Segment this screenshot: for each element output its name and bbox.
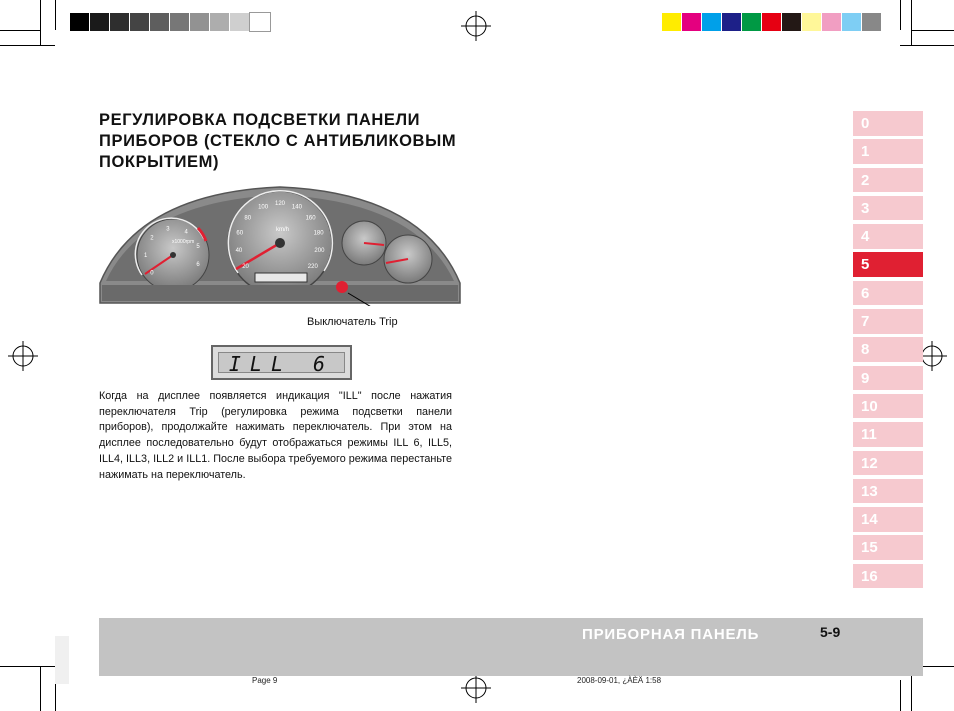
heading-line: ПОКРЫТИЕМ) xyxy=(99,153,220,171)
gray-swatch xyxy=(130,13,150,31)
gray-swatch xyxy=(250,13,270,31)
rpm-tick-label: 5 xyxy=(196,243,200,250)
color-swatch xyxy=(842,13,862,31)
color-swatch xyxy=(682,13,702,31)
chapter-tab-9[interactable]: 9 xyxy=(853,366,923,391)
gray-swatch xyxy=(190,13,210,31)
speed-tick-label: 180 xyxy=(313,230,324,237)
rpm-tick-label: 3 xyxy=(166,226,170,233)
chapter-tabs xyxy=(853,111,923,592)
gray-swatch xyxy=(150,13,170,31)
margin-strip xyxy=(55,636,69,684)
rpm-tick-label: 1 xyxy=(144,253,148,259)
trip-switch-label: Выключатель Trip xyxy=(307,316,398,328)
speed-tick-label: 140 xyxy=(291,204,302,211)
chapter-tab-6[interactable]: 6 xyxy=(853,281,923,306)
fuel-gauge xyxy=(342,221,386,265)
crop-mark xyxy=(55,680,56,711)
color-swatch xyxy=(662,13,682,31)
crop-mark xyxy=(911,30,954,31)
rpm-tick-label: 2 xyxy=(150,235,154,242)
color-swatch xyxy=(822,13,842,31)
chapter-tab-16[interactable]: 16 xyxy=(853,564,923,589)
chapter-tab-8[interactable]: 8 xyxy=(853,337,923,362)
registration-target-icon xyxy=(8,341,38,371)
heading-line: ПРИБОРОВ (СТЕКЛО С АНТИБЛИКОВЫМ xyxy=(99,132,457,150)
registration-target-icon xyxy=(461,11,491,41)
speedo-unit: km/h xyxy=(276,227,290,233)
rpm-tick-label: 4 xyxy=(184,229,188,236)
section-heading xyxy=(99,110,459,173)
chapter-tab-1[interactable]: 1 xyxy=(853,139,923,164)
crop-mark xyxy=(900,45,954,46)
grayscale-calibration-bar xyxy=(70,13,270,31)
color-swatch xyxy=(862,13,882,31)
tacho-unit: x1000rpm xyxy=(172,239,195,245)
color-calibration-bar xyxy=(662,13,882,31)
chapter-tab-15[interactable]: 15 xyxy=(853,535,923,560)
chapter-tab-12[interactable]: 12 xyxy=(853,451,923,476)
trip-switch-icon xyxy=(336,281,348,293)
crop-mark xyxy=(0,45,55,46)
speed-tick-label: 40 xyxy=(235,247,243,254)
chapter-tab-7[interactable]: 7 xyxy=(853,309,923,334)
gray-swatch xyxy=(210,13,230,31)
rpm-tick-label: 6 xyxy=(196,262,200,269)
chapter-tab-11[interactable]: 11 xyxy=(853,422,923,447)
chapter-tab-0[interactable]: 0 xyxy=(853,111,923,136)
color-swatch xyxy=(702,13,722,31)
page-number: 5-9 xyxy=(820,624,841,640)
gray-swatch xyxy=(90,13,110,31)
speed-tick-label: 20 xyxy=(242,263,249,270)
print-slug-timestamp: 2008-09-01, ¿ÀÈÄ 1:58 xyxy=(577,676,662,685)
rpm-tick-label: 0 xyxy=(150,270,154,277)
chapter-tab-4[interactable]: 4 xyxy=(853,224,923,249)
speed-tick-label: 200 xyxy=(314,247,325,254)
chapter-tab-2[interactable]: 2 xyxy=(853,168,923,193)
chapter-tab-5[interactable]: 5 xyxy=(853,252,923,277)
registration-target-icon xyxy=(461,673,491,703)
instrument-cluster-illustration xyxy=(98,183,462,306)
crop-mark xyxy=(0,30,40,31)
gray-swatch xyxy=(230,13,250,31)
speed-tick-label: 60 xyxy=(236,230,244,237)
gray-swatch xyxy=(110,13,130,31)
chapter-tab-10[interactable]: 10 xyxy=(853,394,923,419)
temperature-gauge xyxy=(384,235,432,283)
lcd-text: ILL 6 xyxy=(218,352,345,373)
color-swatch xyxy=(802,13,822,31)
crop-mark xyxy=(55,0,56,30)
crop-mark xyxy=(900,0,901,30)
speed-tick-label: 220 xyxy=(307,263,318,270)
body-paragraph: Когда на дисплее появляется индикация "ILL" после нажатия переключателя Trip (регулировка режима подсветки панели приборов), продолжайте нажимать переключатель. При этом на дисплее последовательно будут отображаться режимы ILL 6, ILL5, ILL4, ILL3, ILL2 и ILL1. После выбора требуемого режима перестаньте нажимать на переключатель. xyxy=(99,390,452,481)
crop-mark xyxy=(40,0,41,45)
crop-mark xyxy=(0,666,55,667)
speed-tick-label: 80 xyxy=(244,215,252,222)
print-slug-page: Page 9 xyxy=(252,676,278,685)
color-swatch xyxy=(762,13,782,31)
color-swatch xyxy=(722,13,742,31)
gray-swatch xyxy=(170,13,190,31)
footer-band xyxy=(99,618,923,676)
chapter-tab-3[interactable]: 3 xyxy=(853,196,923,221)
speed-tick-label: 160 xyxy=(305,215,316,222)
chapter-tab-14[interactable]: 14 xyxy=(853,507,923,532)
speed-tick-label: 100 xyxy=(258,204,269,211)
chapter-tab-13[interactable]: 13 xyxy=(853,479,923,504)
color-swatch xyxy=(742,13,762,31)
speed-tick-label: 120 xyxy=(275,201,286,207)
footer-section-title: ПРИБОРНАЯ ПАНЕЛЬ xyxy=(582,626,760,643)
crop-mark xyxy=(40,666,41,711)
heading-line: РЕГУЛИРОВКА ПОДСВЕТКИ ПАНЕЛИ xyxy=(99,111,421,129)
lcd-display xyxy=(211,345,352,380)
color-swatch xyxy=(782,13,802,31)
gray-swatch xyxy=(70,13,90,31)
crop-mark xyxy=(900,680,901,711)
crop-mark xyxy=(911,0,912,45)
